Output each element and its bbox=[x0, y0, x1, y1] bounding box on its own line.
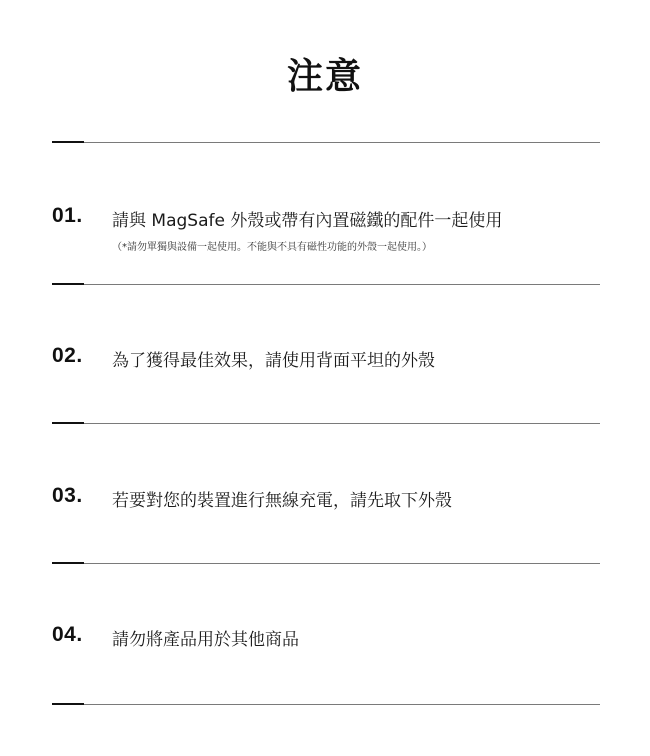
item-text: 若要對您的裝置進行無線充電，請先取下外殼 bbox=[112, 491, 452, 511]
divider bbox=[52, 704, 600, 705]
divider bbox=[52, 423, 600, 424]
divider-accent bbox=[52, 283, 84, 285]
item-number: 02. bbox=[52, 344, 83, 367]
divider bbox=[52, 563, 600, 564]
divider-accent bbox=[52, 703, 84, 705]
divider-accent bbox=[52, 422, 84, 424]
item-number: 04. bbox=[52, 623, 83, 646]
divider bbox=[52, 142, 600, 143]
item-number: 03. bbox=[52, 484, 83, 507]
divider-accent bbox=[52, 562, 84, 564]
item-number: 01. bbox=[52, 204, 83, 227]
page-title: 注意 bbox=[286, 56, 363, 97]
item-text: 請與 MagSafe 外殼或帶有內置磁鐵的配件一起使用 bbox=[112, 211, 503, 231]
item-note: （*請勿單獨與設備一起使用。不能與不具有磁性功能的外殼一起使用。） bbox=[112, 242, 432, 253]
divider bbox=[52, 284, 600, 285]
item-text: 請勿將產品用於其他商品 bbox=[112, 630, 299, 650]
divider-accent bbox=[52, 141, 84, 143]
item-text: 為了獲得最佳效果，請使用背面平坦的外殼 bbox=[112, 351, 435, 371]
